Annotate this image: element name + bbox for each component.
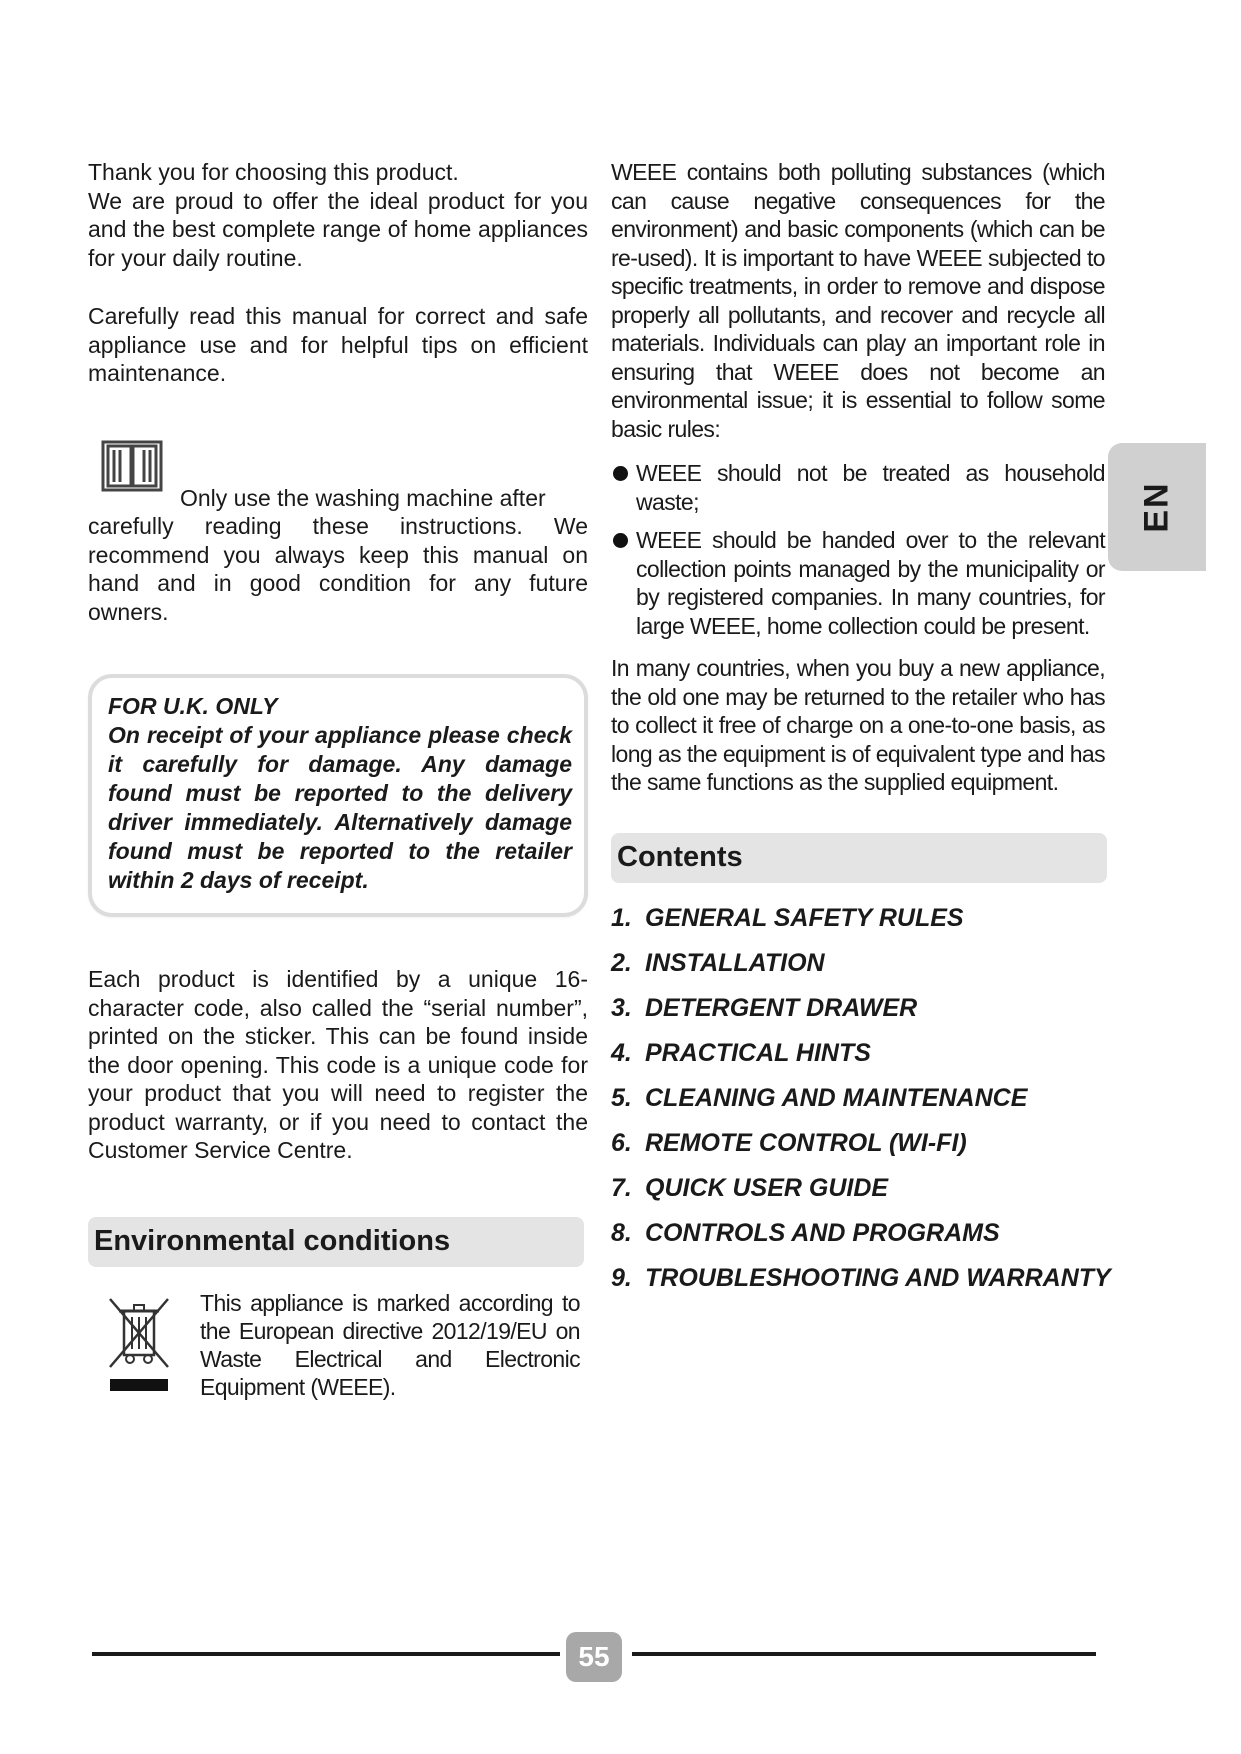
intro-thanks: Thank you for choosing this product. — [88, 159, 459, 185]
toc-item[interactable]: 9. TROUBLESHOOTING AND WARRANTY — [611, 1263, 1111, 1292]
page-number: 55 — [566, 1632, 622, 1682]
environmental-conditions-heading: Environmental conditions — [88, 1217, 584, 1267]
left-column — [88, 158, 588, 1419]
toc-item[interactable]: 3. DETERGENT DRAWER — [611, 993, 918, 1022]
footer-rule-right — [632, 1652, 1096, 1656]
intro-proud: We are proud to offer the ideal product for you and the best complete range of home appliances for your daily routine. — [88, 187, 588, 271]
warning-rest: carefully reading these instructions. We recommend you always keep this manual on hand and in good condition for any future owners. — [88, 513, 588, 625]
uk-box-title: FOR U.K. ONLY — [108, 693, 278, 719]
read-manual-text: Carefully read this manual for correct and safe appliance use and for helpful tips on efficient maintenance. — [88, 303, 588, 386]
table-of-contents — [611, 903, 1111, 1293]
right-column — [611, 158, 1111, 1308]
weee-mark-block — [88, 1289, 588, 1419]
book-icon — [100, 438, 164, 496]
toc-item[interactable]: 7. QUICK USER GUIDE — [611, 1173, 889, 1202]
bullet-dot-icon — [613, 533, 628, 548]
weee-mark-text: This appliance is marked according to the European directive 2012/19/EU on Waste Electrical and Electronic Equipment (WEEE). — [200, 1289, 580, 1400]
serial-code-text: Each product is identified by a unique 16-character code, also called the “serial number”, printed on the sticker. This can be found inside the door opening. This code is a unique code for your product that you will need to register the product warranty, or if you need to contact the Customer Service Centre. — [88, 966, 588, 1163]
toc-item[interactable]: 8. CONTROLS AND PROGRAMS — [611, 1218, 1000, 1247]
bullet-dot-icon — [613, 466, 628, 481]
returns-text: In many countries, when you buy a new appliance, the old one may be returned to the retailer who has to collect it free of charge on a one-to-one basis, as long as the equipment is of equivalent type and has the same functions as the supplied equipment. — [611, 655, 1105, 795]
toc-item[interactable]: 6. REMOTE CONTROL (WI-FI) — [611, 1128, 967, 1157]
toc-item[interactable]: 5. CLEANING AND MAINTENANCE — [611, 1083, 1028, 1112]
crossed-bin-icon — [106, 1295, 172, 1395]
uk-only-box — [88, 674, 588, 917]
contents-heading: Contents — [611, 833, 1107, 883]
language-tab-label: EN — [1137, 481, 1176, 533]
weee-intro-text: WEEE contains both polluting substances (which can cause negative consequences for the environment) and basic components (which can be re-used). It is important to have WEEE subjected to specific treatments, in order to remove and dispose properly all pollutants, and recover and recycle all materials. Individuals can play an important role in ensuring that WEEE does not become an environmental issue; it is essential to follow some basic rules: — [611, 159, 1105, 442]
weee-rules-list — [611, 459, 1105, 640]
list-item: WEEE should not be treated as household waste; — [611, 459, 1105, 516]
list-item: WEEE should be handed over to the relevant collection points managed by the municipality or by registered companies. In many countries, for large WEEE, home collection could be present. — [611, 526, 1105, 640]
language-tab — [1108, 443, 1206, 571]
footer-rule-left — [92, 1652, 560, 1656]
toc-item[interactable]: 4. PRACTICAL HINTS — [611, 1038, 871, 1067]
uk-box-body: On receipt of your appliance please check it carefully for damage. Any damage found must be reported to the delivery driver immediately. Alternatively damage found must be reported to the retailer within 2 days of receipt. — [108, 722, 572, 893]
warning-first-line: Only use the washing machine after — [180, 484, 546, 511]
toc-item[interactable]: 1. GENERAL SAFETY RULES — [611, 903, 964, 932]
manual-warning — [88, 438, 588, 627]
toc-item[interactable]: 2. INSTALLATION — [611, 948, 825, 977]
